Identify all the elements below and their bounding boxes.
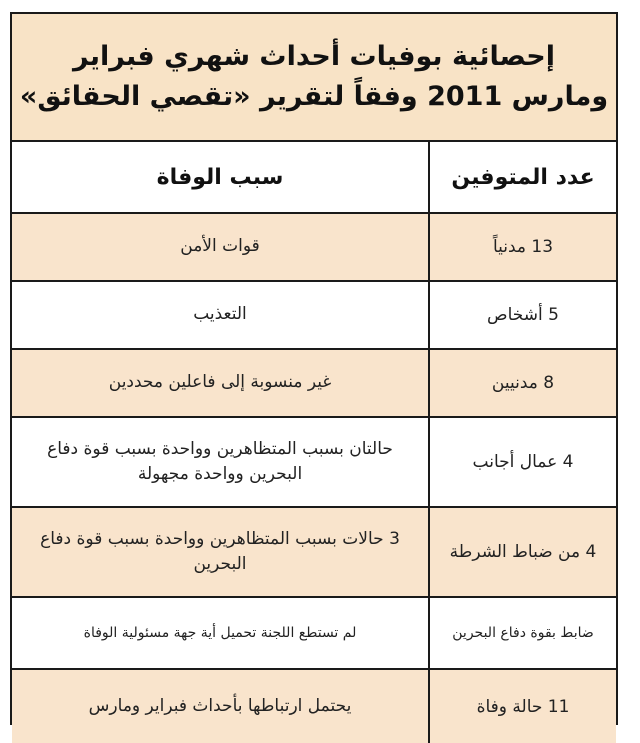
title-line-2: ومارس 2011 وفقاً لتقرير «تقصي الحقائق» xyxy=(19,81,609,112)
table-row xyxy=(12,418,616,508)
table-header-row xyxy=(12,142,616,214)
row-cause: يحتمل ارتباطها بأحداث فبراير ومارس xyxy=(88,695,352,716)
title-line-1: إحصائية بوفيات أحداث شهري فبراير xyxy=(73,41,555,73)
table-row xyxy=(12,214,616,282)
row-count: ضابط بقوة دفاع البحرين xyxy=(428,598,616,668)
row-cause: لم تستطع اللجنة تحميل أية جهة مسئولية الوفاة xyxy=(83,624,357,641)
row-count: 4 عمال أجانب xyxy=(428,418,616,506)
table-row xyxy=(12,508,616,598)
row-count: 8 مدنيين xyxy=(428,350,616,416)
table-row xyxy=(12,598,616,670)
deaths-table xyxy=(12,142,616,743)
row-cause: 3 حالات بسبب المتظاهرين وواحدة بسبب قوة دفاع البحرين xyxy=(40,528,400,574)
title-box xyxy=(12,14,616,142)
row-count: 5 أشخاص xyxy=(428,282,616,348)
row-count: 13 مدنياً xyxy=(428,214,616,280)
table-row xyxy=(12,670,616,743)
statistics-table-frame xyxy=(10,12,618,725)
row-cause: حالتان بسبب المتظاهرين وواحدة بسبب قوة دفاع البحرين وواحدة مجهولة xyxy=(47,438,393,484)
row-cause: التعذيب xyxy=(193,304,247,325)
header-cause: سبب الوفاة xyxy=(156,164,284,190)
table-row xyxy=(12,350,616,418)
table-row xyxy=(12,282,616,350)
row-cause: قوات الأمن xyxy=(180,236,260,257)
row-count: 4 من ضباط الشرطة xyxy=(428,508,616,596)
row-cause: غير منسوبة إلى فاعلين محددين xyxy=(108,372,332,393)
header-count: عدد المتوفين xyxy=(428,142,616,212)
row-count: 11 حالة وفاة xyxy=(428,670,616,743)
